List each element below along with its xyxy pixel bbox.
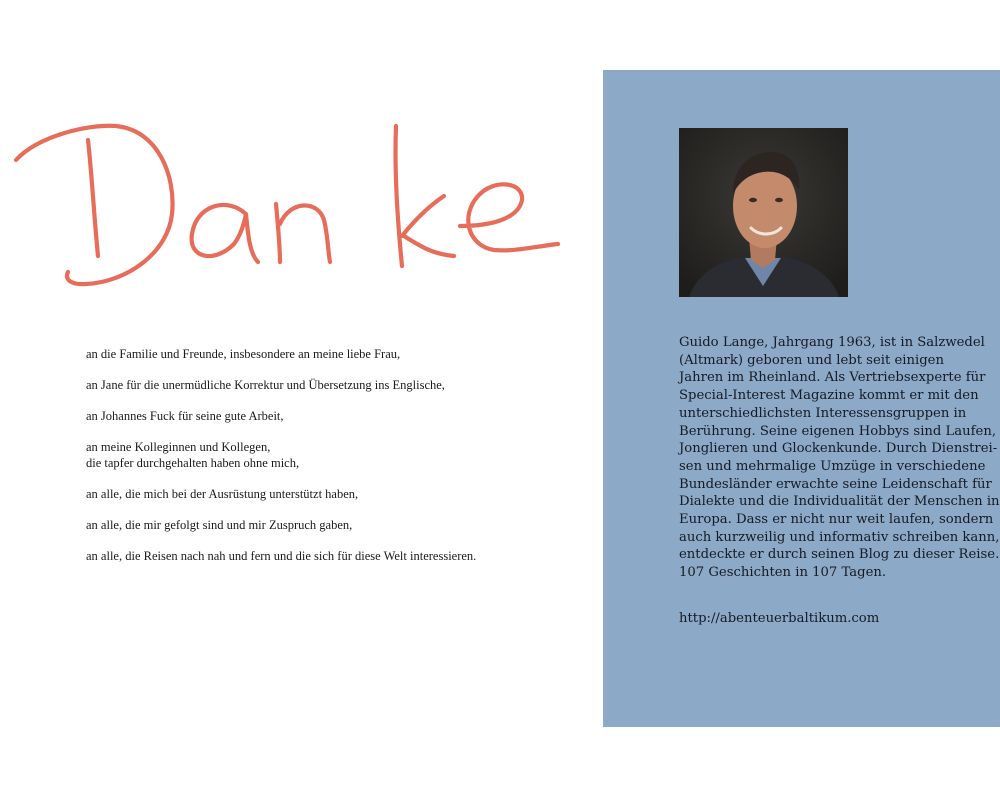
author-panel	[603, 70, 1000, 727]
bio-line: auch kurzweilig und informativ schreiben kann,	[679, 529, 1000, 545]
bio-line: Bundesländer erwachte seine Leidenschaft für	[679, 476, 992, 492]
acknowledgement-line: an alle, die mich bei der Ausrüstung unterstützt haben,	[86, 487, 359, 501]
bio-line: Jonglieren und Glockenkunde. Durch Dienstrei-	[679, 441, 998, 457]
acknowledgement-line: an Johannes Fuck für seine gute Arbeit,	[86, 409, 284, 423]
danke-handwriting-logo	[8, 96, 560, 296]
acknowledgement-line: an meine Kolleginnen und Kollegen,	[86, 440, 271, 454]
author-biography	[679, 334, 1000, 582]
bio-line: sen und mehrmalige Umzüge in verschiedene	[679, 458, 986, 474]
acknowledgement-line: an die Familie und Freunde, insbesondere an meine liebe Frau,	[86, 347, 401, 361]
bio-line: Jahren im Rheinland. Als Vertriebsexperte für	[679, 370, 986, 386]
bio-line: Dialekte und die Individualität der Menschen in	[679, 494, 1000, 510]
acknowledgement-line: an alle, die mir gefolgt sind und mir Zuspruch gaben,	[86, 518, 353, 532]
acknowledgement-line: die tapfer durchgehalten haben ohne mich,	[86, 456, 300, 470]
bio-line: entdeckte er durch seinen Blog zu dieser Reise.	[679, 547, 1000, 563]
acknowledgement-item	[86, 439, 586, 471]
bio-line: (Altmark) geboren und lebt seit einigen	[679, 352, 944, 368]
bio-line: Europa. Dass er nicht nur weit laufen, sondern	[679, 512, 994, 528]
bio-line: Special-Interest Magazine kommt er mit den	[679, 388, 979, 404]
acknowledgement-line: an Jane für die unermüdliche Korrektur und Übersetzung ins Englische,	[86, 378, 445, 392]
bio-line: unterschiedlichsten Interessensgruppen in	[679, 405, 967, 421]
bio-line: Berührung. Seine eigenen Hobbys sind Laufen,	[679, 423, 997, 439]
acknowledgement-line: an alle, die Reisen nach nah und fern und die sich für diese Welt interessieren.	[86, 549, 477, 563]
acknowledgement-item	[86, 486, 586, 502]
acknowledgement-item	[86, 377, 586, 393]
acknowledgement-item	[86, 548, 586, 564]
bio-line: 107 Geschichten in 107 Tagen.	[679, 565, 887, 581]
blog-url: http://abenteuerbaltikum.com	[679, 611, 880, 626]
acknowledgement-item	[86, 517, 586, 533]
acknowledgement-item	[86, 408, 586, 424]
bio-line: Guido Lange, Jahrgang 1963, ist in Salzwedel	[679, 335, 985, 350]
author-portrait	[679, 128, 848, 297]
acknowledgement-list	[86, 346, 586, 579]
acknowledgement-item	[86, 346, 586, 362]
